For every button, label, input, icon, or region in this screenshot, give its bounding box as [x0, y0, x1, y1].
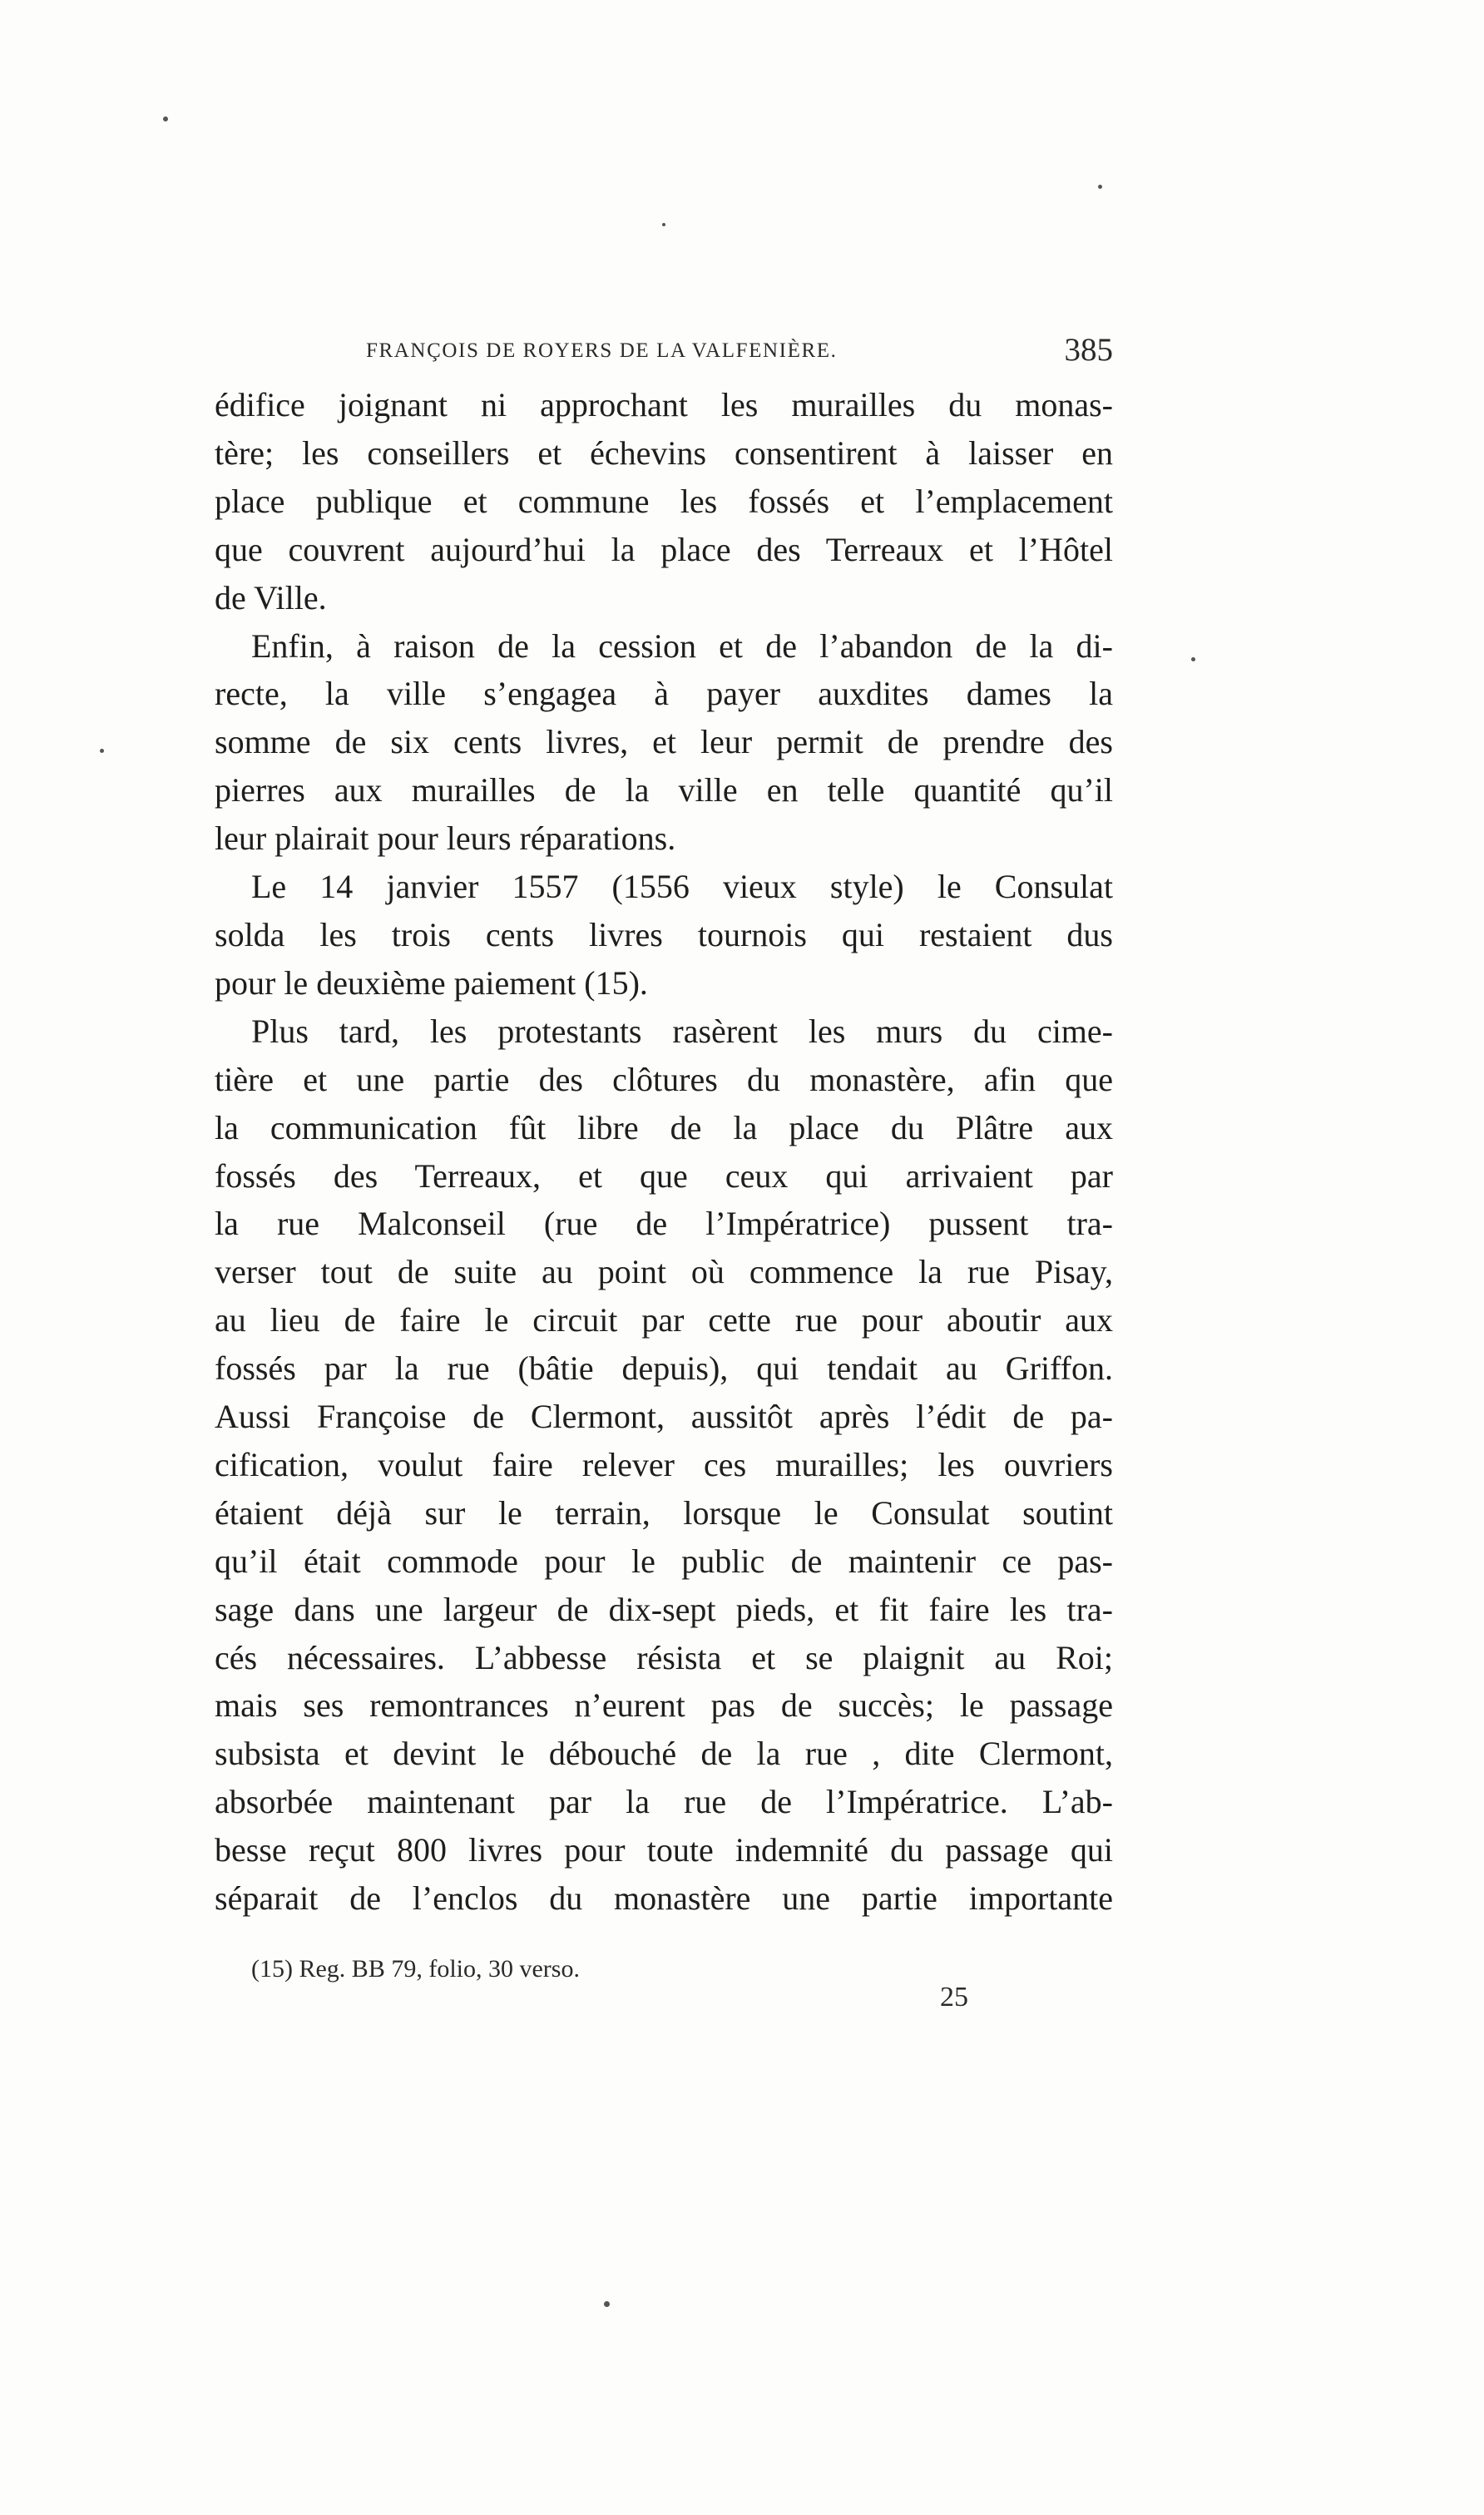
- running-title: FRANÇOIS DE ROYERS DE LA VALFENIÈRE.: [366, 339, 838, 362]
- text-line: leur plairait pour leurs réparations.: [215, 819, 676, 858]
- body-text: [215, 381, 1113, 1923]
- paragraph: [215, 622, 1113, 864]
- text-line: fossés des Terreaux, et que ceux qui arrivaient par: [215, 1156, 1113, 1195]
- text-line: Plus tard, les protestants rasèrent les murs du cime-: [251, 1012, 1113, 1050]
- text-line: mais ses remontrances n’eurent pas de succès; le passage: [215, 1686, 1113, 1725]
- paper-speck: [100, 749, 104, 753]
- paragraph: [215, 863, 1113, 1007]
- paper-speck: [1098, 185, 1102, 189]
- running-header: [216, 331, 1123, 381]
- text-line: Enfin, à raison de la cession et de l’abandon de la di-: [251, 626, 1113, 665]
- text-line: pour le deuxième paiement (15).: [215, 963, 648, 1002]
- text-line: tière et une partie des clôtures du monastère, afin que: [215, 1060, 1113, 1098]
- text-line: sage dans une largeur de dix-sept pieds, et fit faire les tra-: [215, 1590, 1113, 1628]
- signature-mark: 25: [940, 1982, 968, 2012]
- text-line: recte, la ville s’engagea à payer auxdites dames la: [215, 675, 1113, 713]
- text-line: étaient déjà sur le terrain, lorsque le Consulat soutint: [215, 1493, 1113, 1532]
- text-line: la rue Malconseil (rue de l’Impératrice) pussent tra-: [215, 1205, 1113, 1243]
- text-line: qu’il était commode pour le public de maintenir ce pas-: [215, 1542, 1113, 1580]
- text-line: tère; les conseillers et échevins consentirent à laisser en: [215, 433, 1113, 472]
- text-line: somme de six cents livres, et leur permit de prendre des: [215, 723, 1113, 761]
- text-line: absorbée maintenant par la rue de l’Impératrice. L’ab-: [215, 1783, 1113, 1821]
- paragraph: [215, 1007, 1113, 1923]
- text-line: Aussi Françoise de Clermont, aussitôt après l’édit de pa-: [215, 1398, 1113, 1436]
- text-line: de Ville.: [215, 578, 327, 616]
- paper-speck: [604, 2301, 610, 2307]
- text-line: pierres aux murailles de la ville en telle quantité qu’il: [215, 771, 1113, 809]
- text-line: cés nécessaires. L’abbesse résista et se plaignit au Roi;: [215, 1638, 1113, 1676]
- page-number: 385: [1064, 332, 1113, 368]
- text-line: que couvrent aujourd’hui la place des Terreaux et l’Hôtel: [215, 530, 1113, 568]
- text-line: séparait de l’enclos du monastère une partie importante: [215, 1879, 1113, 1918]
- text-line: édifice joignant ni approchant les murailles du monas-: [215, 386, 1113, 423]
- paragraph: [215, 381, 1113, 622]
- text-line: la communication fût libre de la place du Plâtre aux: [215, 1108, 1113, 1146]
- text-line: solda les trois cents livres tournois qui restaient dus: [215, 915, 1113, 953]
- text-line: place publique et commune les fossés et l’emplacement: [215, 482, 1113, 520]
- footnote: (15) Reg. BB 79, folio, 30 verso.: [251, 1955, 580, 1983]
- text-line: subsista et devint le débouché de la rue , dite Clermont,: [215, 1735, 1113, 1773]
- text-line: fossés par la rue (bâtie depuis), qui tendait au Griffon.: [215, 1349, 1113, 1388]
- paper-speck: [662, 223, 665, 226]
- text-line: verser tout de suite au point où commence la rue Pisay,: [215, 1253, 1113, 1291]
- text-line: Le 14 janvier 1557 (1556 vieux style) le Consulat: [251, 868, 1113, 906]
- text-line: besse reçut 800 livres pour toute indemnité du passage qui: [215, 1831, 1113, 1869]
- text-line: cification, voulut faire relever ces murailles; les ouvriers: [215, 1445, 1113, 1483]
- text-line: au lieu de faire le circuit par cette rue pour aboutir aux: [215, 1301, 1113, 1339]
- paper-speck: [1191, 657, 1195, 661]
- paper-speck: [163, 116, 168, 121]
